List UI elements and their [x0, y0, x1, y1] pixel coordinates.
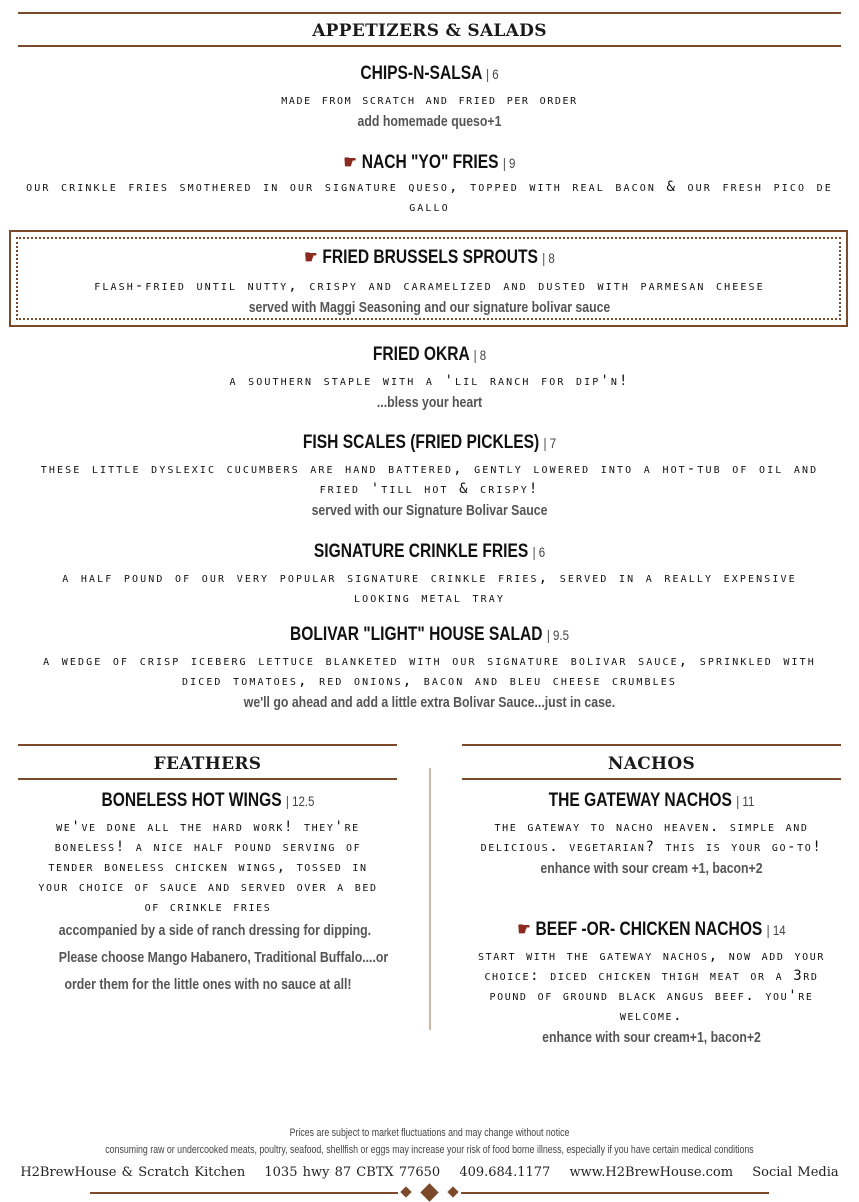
item-price: | 6	[486, 66, 499, 82]
item-name: THE GATEWAY NACHOS	[548, 790, 732, 811]
item-price: | 11	[736, 793, 755, 809]
item-description: these little dyslexic cucumbers are hand battered, gently lowered into a hot-tub of oil and fried 'till hot & crispy!	[40, 461, 819, 497]
feathers-rule-top	[18, 744, 397, 746]
item-description: we've done all the hard work! they're boneless! a nice half pound serving of tender boneless chicken wings, tossed in your choice of sauce and served over a bed of crinkle fries	[38, 819, 378, 915]
menu-item-nach-yo-fries	[20, 150, 839, 217]
social-media-link[interactable]: Social Media	[752, 1165, 839, 1180]
item-description: a half pound of our very popular signature crinkle fries, served in a really expensive looking metal tray	[62, 570, 797, 606]
ornament-line-right	[461, 1192, 769, 1194]
menu-item-fried-brussels-sprouts	[20, 245, 839, 319]
item-name: BEEF -OR- CHICKEN NACHOS	[535, 919, 763, 940]
item-name: SIGNATURE CRINKLE FRIES	[313, 541, 529, 562]
menu-item-bolivar-house-salad	[30, 623, 829, 714]
item-price: | 8	[473, 347, 487, 363]
menu-item-gateway-nachos	[465, 789, 838, 880]
menu-item-fried-okra	[0, 343, 859, 414]
item-price: | 8	[542, 250, 555, 266]
item-note-3: order them for the little ones with no sauce at all!	[64, 976, 352, 993]
phone: 409.684.1177	[459, 1165, 551, 1180]
item-note: add homemade queso+1	[357, 113, 502, 130]
item-note: we'll go ahead and add a little extra Bolivar Sauce...just in case.	[243, 694, 616, 711]
item-name: FISH SCALES (FRIED PICKLES)	[302, 432, 540, 453]
column-divider	[429, 768, 431, 1030]
menu-item-beef-or-chicken-nachos	[465, 917, 838, 1049]
item-price: | 14	[766, 922, 786, 938]
menu-item-signature-crinkle-fries	[40, 540, 819, 608]
item-name: NACH "YO" FRIES	[361, 152, 499, 173]
item-description: flash-fried until nutty, crispy and caramelized and dusted with parmesan cheese	[94, 278, 765, 294]
ornament-diamond-center	[420, 1183, 438, 1201]
top-rule-1	[18, 12, 841, 14]
nachos-rule-top	[462, 744, 841, 746]
top-rule-2	[18, 45, 841, 47]
address: 1035 hwy 87 CBTX 77650	[264, 1165, 441, 1180]
item-note: served with Maggi Seasoning and our signature bolivar sauce	[248, 299, 611, 316]
footer-contact	[0, 1165, 859, 1180]
item-note-2: Please choose Mango Habanero, Traditional Buffalo....or	[58, 949, 389, 966]
section-title-nachos: NACHOS	[607, 754, 696, 774]
item-note: enhance with sour cream +1, bacon+2	[540, 860, 763, 877]
menu-item-boneless-hot-wings	[26, 789, 390, 996]
item-price: | 6	[532, 544, 546, 560]
item-price: | 9.5	[546, 627, 569, 643]
item-note: enhance with sour cream+1, bacon+2	[542, 1029, 761, 1046]
website-link[interactable]: www.H2BrewHouse.com	[569, 1165, 734, 1180]
item-description: start with the gateway nachos, now add your choice: diced chicken thigh meat or a 3rd pound of ground black angus beef. you're welcome.	[478, 948, 825, 1024]
item-name: FRIED BRUSSELS SPROUTS	[322, 247, 538, 268]
item-name: FRIED OKRA	[372, 344, 470, 365]
item-description: our crinkle fries smothered in our signature queso, topped with real bacon & our fresh pico de gallo	[26, 179, 833, 215]
footer-health-warning: consuming raw or undercooked meats, poultry, seafood, shellfish or eggs may increase your risk of food borne illness, especially if you have certain medical conditions	[105, 1144, 754, 1156]
nachos-rule-bottom	[462, 778, 841, 780]
section-title-appetizers: APPETIZERS & SALADS	[312, 21, 547, 41]
ornament-line-left	[90, 1192, 398, 1194]
item-price: | 7	[543, 435, 557, 451]
item-name: BOLIVAR "LIGHT" HOUSE SALAD	[289, 624, 543, 645]
ornament-diamond-left	[400, 1186, 411, 1197]
feathers-rule-bottom	[18, 778, 397, 780]
item-name: BONELESS HOT WINGS	[101, 790, 282, 811]
footer-price-notice: Prices are subject to market fluctuations and may change without notice	[289, 1127, 570, 1139]
item-price: | 12.5	[285, 793, 315, 809]
item-name: CHIPS-N-SALSA	[360, 63, 482, 84]
business-name: H2BrewHouse & Scratch Kitchen	[20, 1165, 246, 1180]
item-description: made from scratch and fried per order	[281, 92, 578, 108]
item-note-1: accompanied by a side of ranch dressing for dipping.	[58, 922, 372, 939]
item-description: the gateway to nacho heaven. simple and delicious. vegetarian? this is your go-to!	[480, 819, 823, 855]
section-title-feathers: FEATHERS	[153, 754, 262, 774]
item-price: | 9	[502, 155, 516, 171]
item-description: a southern staple with a 'lil ranch for dip'n!	[229, 373, 630, 389]
pointing-hand-icon: ☛	[517, 919, 531, 939]
ornament-diamond-right	[447, 1186, 458, 1197]
pointing-hand-icon: ☛	[304, 247, 318, 267]
pointing-hand-icon: ☛	[343, 152, 357, 172]
item-note: ...bless your heart	[376, 394, 483, 411]
menu-item-chips-n-salsa	[0, 62, 859, 133]
menu-item-fish-scales	[24, 431, 835, 522]
item-note: served with our Signature Bolivar Sauce	[311, 502, 548, 519]
item-description: a wedge of crisp iceberg lettuce blanketed with our signature bolivar sauce, sprinkled with diced tomatoes, red onions, bacon and bleu cheese crumbles	[43, 653, 816, 689]
